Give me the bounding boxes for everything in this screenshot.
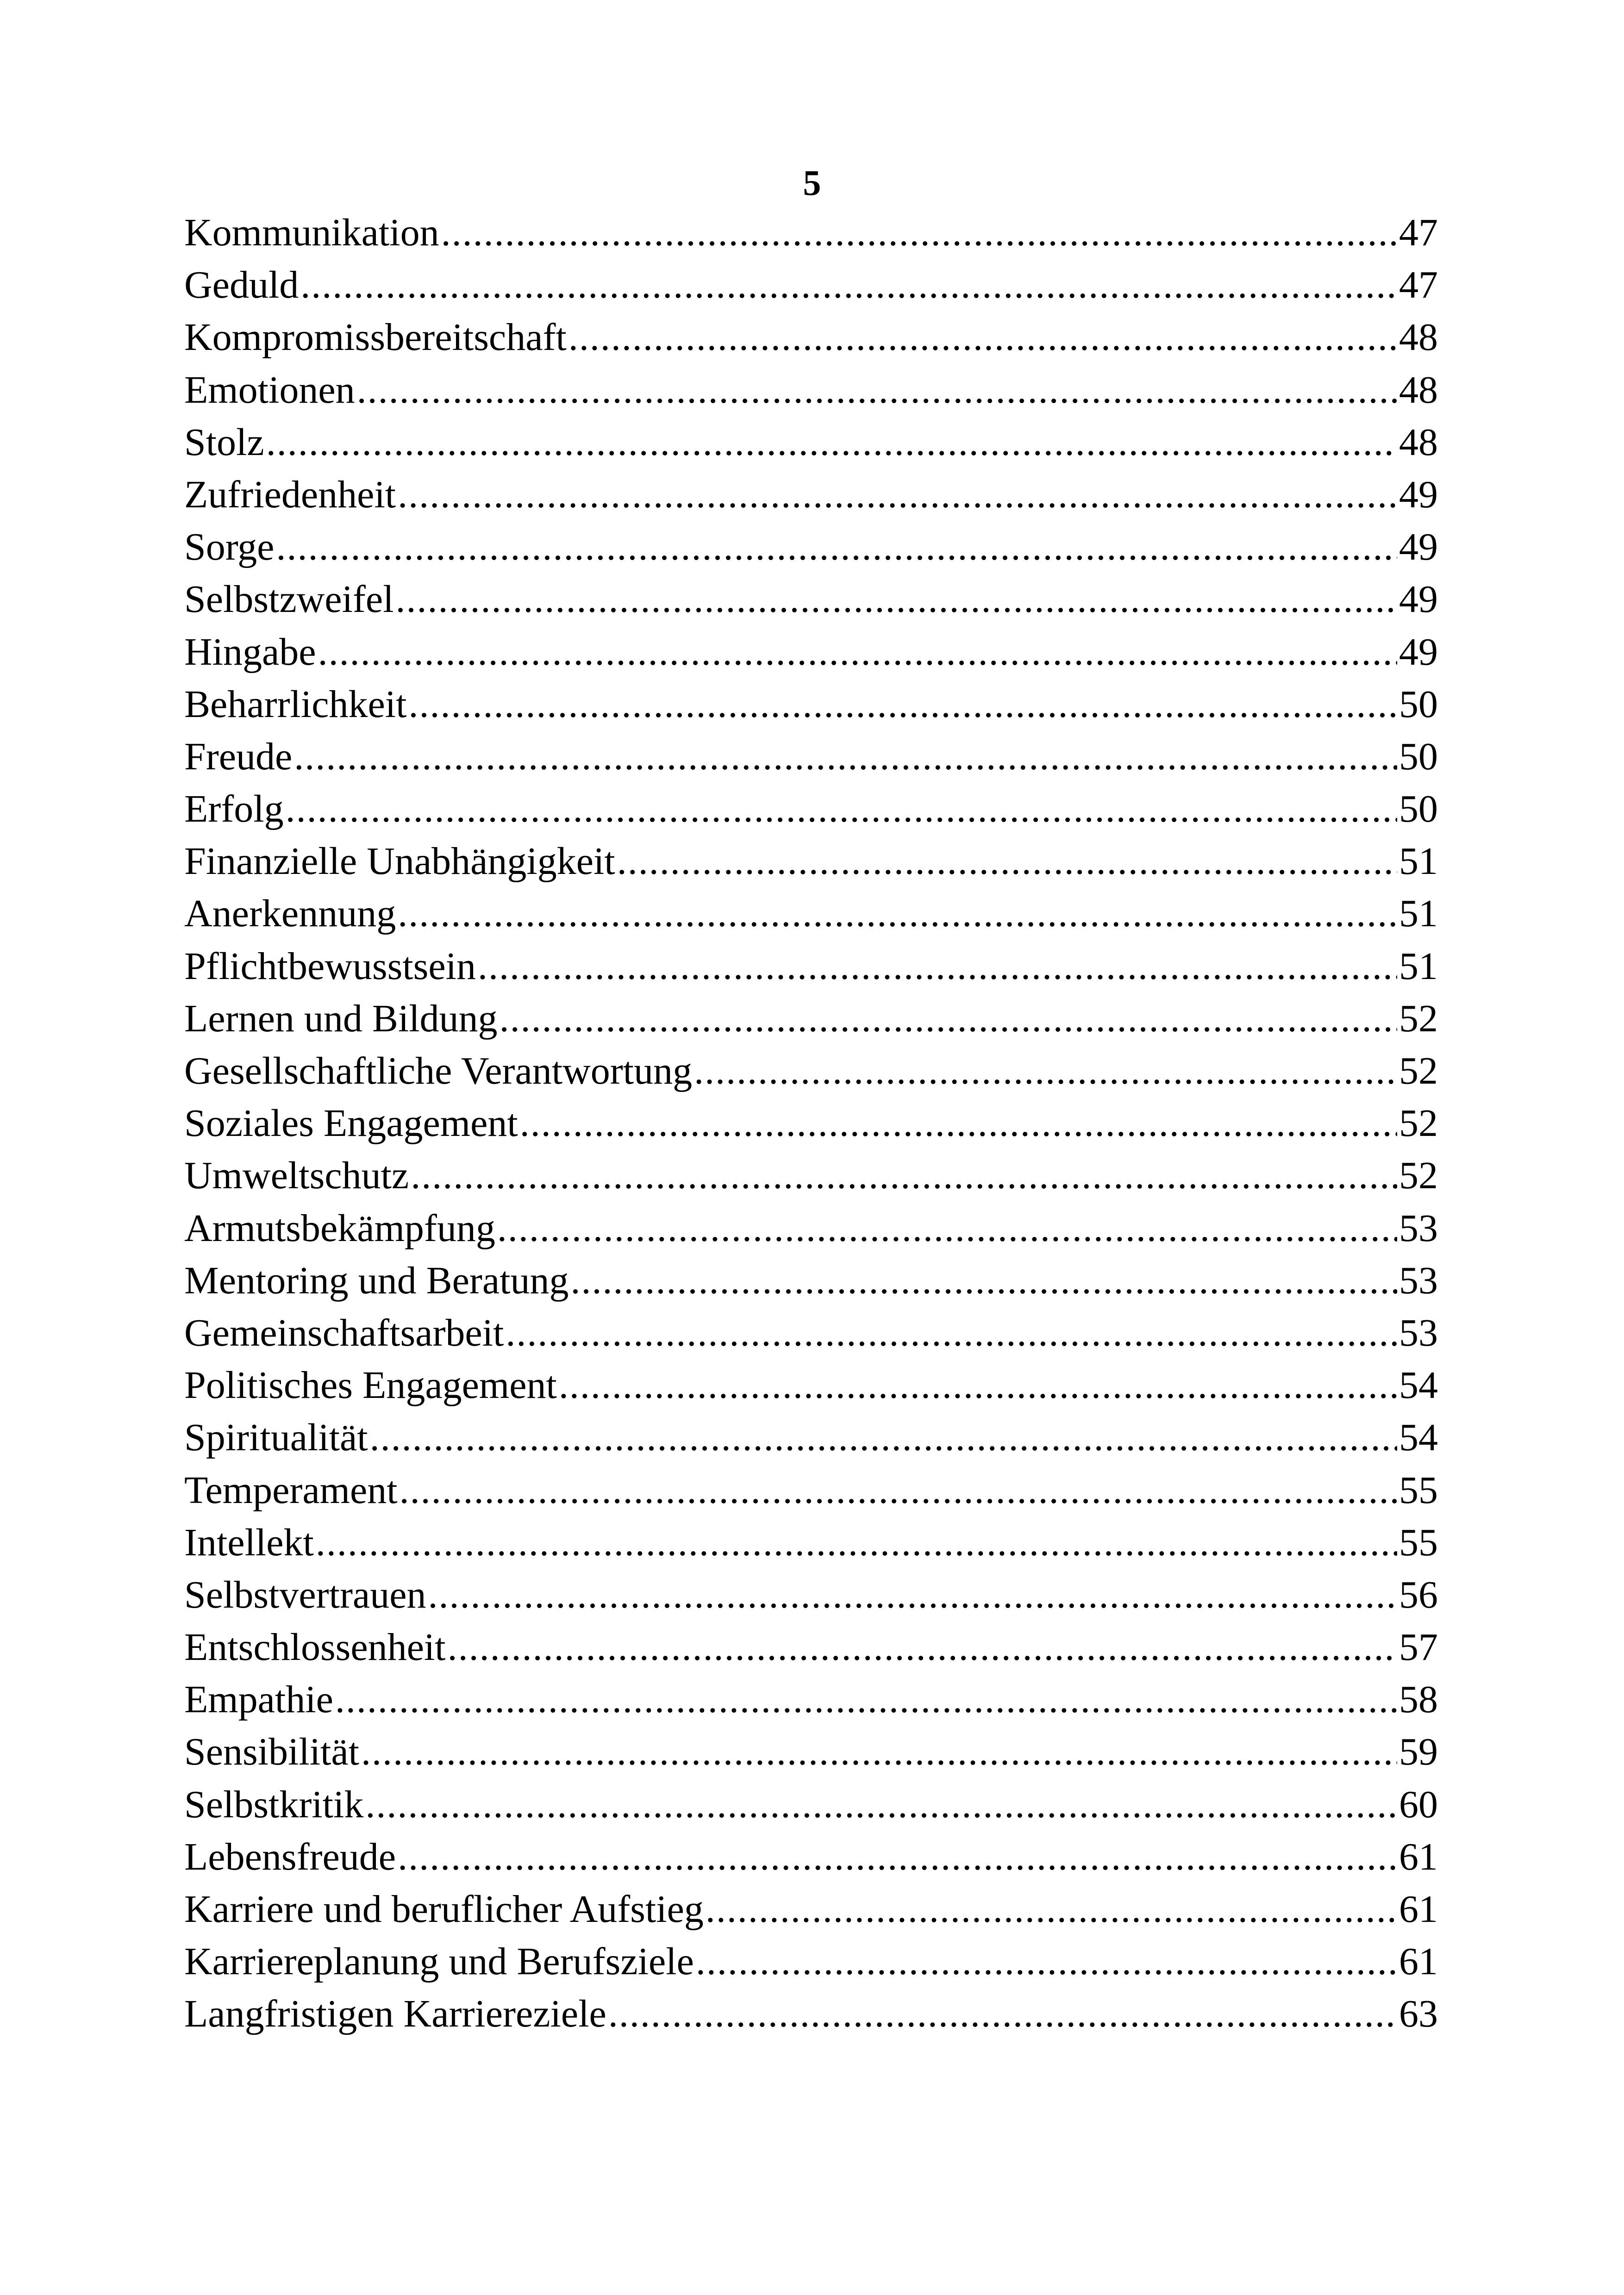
toc-entry <box>184 1778 1438 1831</box>
dot-leader <box>608 1988 1397 2040</box>
toc-entry <box>184 678 1438 730</box>
toc-entry <box>184 1254 1438 1307</box>
toc-entry-title: Kommunikation <box>184 211 439 254</box>
toc-entry <box>184 1726 1438 1778</box>
toc-entry-page-number: 49 <box>1399 473 1438 516</box>
toc-entry <box>184 1831 1438 1883</box>
toc-entry <box>184 364 1438 416</box>
toc-entry-title: Umweltschutz <box>184 1154 409 1197</box>
toc-entry-page-number: 52 <box>1399 1049 1438 1092</box>
toc-entry-page-number: 50 <box>1399 787 1438 831</box>
toc-entry <box>184 1883 1438 1935</box>
toc-entry <box>184 992 1438 1045</box>
toc-entry <box>184 521 1438 573</box>
toc-entry-page-number: 61 <box>1399 1888 1438 1931</box>
toc-entry <box>184 730 1438 783</box>
toc-entry-page-number: 54 <box>1399 1416 1438 1459</box>
toc-entry-title: Geduld <box>184 263 299 307</box>
dot-leader <box>441 206 1397 259</box>
toc-entry-page-number: 50 <box>1399 735 1438 778</box>
toc-entry-page-number: 58 <box>1399 1678 1438 1721</box>
dot-leader <box>568 311 1397 363</box>
dot-leader <box>300 259 1397 311</box>
toc-entry-title: Intellekt <box>184 1521 314 1564</box>
toc-entry-title: Selbstkritik <box>184 1783 364 1826</box>
toc-entry-page-number: 53 <box>1399 1259 1438 1302</box>
dot-leader <box>357 364 1397 416</box>
toc-entry <box>184 940 1438 992</box>
toc-entry-page-number: 60 <box>1399 1783 1438 1826</box>
toc-entry-title: Sorge <box>184 525 275 569</box>
toc-entry-page-number: 49 <box>1399 630 1438 674</box>
toc-entry-page-number: 56 <box>1399 1573 1438 1616</box>
dot-leader <box>411 1149 1397 1202</box>
toc-entry <box>184 1516 1438 1569</box>
dot-leader <box>365 1778 1397 1831</box>
toc-entry-title: Lernen und Bildung <box>184 997 498 1040</box>
toc-entry-page-number: 51 <box>1399 944 1438 988</box>
toc-entry-title: Mentoring und Beratung <box>184 1259 569 1302</box>
dot-leader <box>396 573 1397 625</box>
toc-entry-title: Langfristigen Karriereziele <box>184 1992 606 2036</box>
toc-entry-page-number: 50 <box>1399 682 1438 726</box>
toc-entry <box>184 1935 1438 1988</box>
toc-entry-title: Soziales Engagement <box>184 1102 518 1145</box>
toc-entry-title: Erfolg <box>184 787 284 831</box>
dot-leader <box>696 1935 1397 1988</box>
toc-entry <box>184 1307 1438 1359</box>
toc-entry-page-number: 51 <box>1399 840 1438 883</box>
dot-leader <box>706 1883 1397 1935</box>
dot-leader <box>398 887 1397 940</box>
dot-leader <box>478 940 1397 992</box>
toc-entry <box>184 1097 1438 1149</box>
toc-entry-page-number: 61 <box>1399 1940 1438 1983</box>
page-number: 5 <box>803 162 821 203</box>
toc-entry-page-number: 61 <box>1399 1835 1438 1878</box>
dot-leader <box>400 1464 1397 1516</box>
toc-entry <box>184 573 1438 625</box>
toc-entry-page-number: 47 <box>1399 211 1438 254</box>
toc-entry <box>184 311 1438 363</box>
toc-entry-title: Kompromissbereitschaft <box>184 316 567 359</box>
toc-entry <box>184 887 1438 940</box>
dot-leader <box>266 416 1397 468</box>
toc-entry-page-number: 49 <box>1399 578 1438 621</box>
toc-entry-page-number: 53 <box>1399 1311 1438 1354</box>
toc-entry-page-number: 53 <box>1399 1206 1438 1250</box>
toc-entry <box>184 1464 1438 1516</box>
dot-leader <box>694 1045 1397 1097</box>
dot-leader <box>294 730 1397 783</box>
dot-leader <box>276 521 1397 573</box>
toc-entry-title: Zufriedenheit <box>184 473 396 516</box>
toc-entry-title: Lebensfreude <box>184 1835 396 1878</box>
toc-entry-title: Sensibilität <box>184 1730 359 1774</box>
toc-entry-page-number: 52 <box>1399 1102 1438 1145</box>
toc-entry <box>184 1202 1438 1254</box>
toc-entry-page-number: 59 <box>1399 1730 1438 1774</box>
dot-leader <box>316 1516 1397 1569</box>
toc-entry-page-number: 54 <box>1399 1364 1438 1407</box>
dot-leader <box>398 1831 1397 1883</box>
toc-entry-page-number: 52 <box>1399 1154 1438 1197</box>
toc-entry-page-number: 57 <box>1399 1626 1438 1669</box>
toc-entry-page-number: 52 <box>1399 997 1438 1040</box>
toc-entry <box>184 1359 1438 1411</box>
toc-entry <box>184 1149 1438 1202</box>
toc-entry-page-number: 47 <box>1399 263 1438 307</box>
dot-leader <box>617 835 1397 887</box>
dot-leader <box>497 1202 1397 1254</box>
dot-leader <box>448 1621 1397 1673</box>
dot-leader <box>428 1569 1398 1621</box>
toc-entry <box>184 1411 1438 1464</box>
toc-entry-page-number: 48 <box>1399 368 1438 412</box>
toc-entry-title: Selbstvertrauen <box>184 1573 426 1616</box>
toc-entry-title: Pflichtbewusstsein <box>184 944 476 988</box>
toc-entry <box>184 1673 1438 1726</box>
dot-leader <box>571 1254 1397 1307</box>
dot-leader <box>335 1673 1397 1726</box>
toc-entry-title: Temperament <box>184 1468 398 1512</box>
toc-entry-title: Gesellschaftliche Verantwortung <box>184 1049 693 1092</box>
toc-entry-page-number: 51 <box>1399 892 1438 935</box>
toc-entry-title: Entschlossenheit <box>184 1626 446 1669</box>
toc-entry-title: Spiritualität <box>184 1416 368 1459</box>
toc-entry-title: Beharrlichkeit <box>184 682 407 726</box>
toc-entry-page-number: 63 <box>1399 1992 1438 2036</box>
toc-entry-page-number: 48 <box>1399 316 1438 359</box>
toc-entry <box>184 1621 1438 1673</box>
dot-leader <box>286 783 1397 835</box>
dot-leader <box>370 1411 1397 1464</box>
dot-leader <box>520 1097 1397 1149</box>
dot-leader <box>408 678 1397 730</box>
dot-leader <box>361 1726 1397 1778</box>
toc-entry-title: Empathie <box>184 1678 333 1721</box>
toc-entry <box>184 468 1438 521</box>
dot-leader <box>318 626 1397 678</box>
toc-entry <box>184 1988 1438 2040</box>
toc-entry-title: Armutsbekämpfung <box>184 1206 495 1250</box>
dot-leader <box>559 1359 1397 1411</box>
toc-entry-title: Freude <box>184 735 293 778</box>
dot-leader <box>500 992 1397 1045</box>
toc-entry-page-number: 49 <box>1399 525 1438 569</box>
table-of-contents <box>184 206 1438 2040</box>
toc-entry-title: Gemeinschaftsarbeit <box>184 1311 504 1354</box>
toc-entry-page-number: 55 <box>1399 1468 1438 1512</box>
toc-entry-title: Stolz <box>184 420 264 464</box>
toc-entry-title: Politisches Engagement <box>184 1364 557 1407</box>
toc-entry-title: Hingabe <box>184 630 316 674</box>
toc-entry-title: Finanzielle Unabhängigkeit <box>184 840 615 883</box>
toc-entry <box>184 1045 1438 1097</box>
toc-entry-page-number: 55 <box>1399 1521 1438 1564</box>
toc-entry-title: Karriere und beruflicher Aufstieg <box>184 1888 704 1931</box>
toc-entry <box>184 206 1438 259</box>
toc-entry <box>184 1569 1438 1621</box>
toc-entry <box>184 259 1438 311</box>
toc-entry <box>184 626 1438 678</box>
dot-leader <box>506 1307 1397 1359</box>
toc-entry-title: Selbstzweifel <box>184 578 394 621</box>
toc-entry-title: Karriereplanung und Berufsziele <box>184 1940 694 1983</box>
toc-entry-title: Emotionen <box>184 368 355 412</box>
toc-entry <box>184 783 1438 835</box>
dot-leader <box>398 468 1397 521</box>
toc-entry <box>184 835 1438 887</box>
toc-entry-title: Anerkennung <box>184 892 396 935</box>
toc-entry-page-number: 48 <box>1399 420 1438 464</box>
toc-entry <box>184 416 1438 468</box>
